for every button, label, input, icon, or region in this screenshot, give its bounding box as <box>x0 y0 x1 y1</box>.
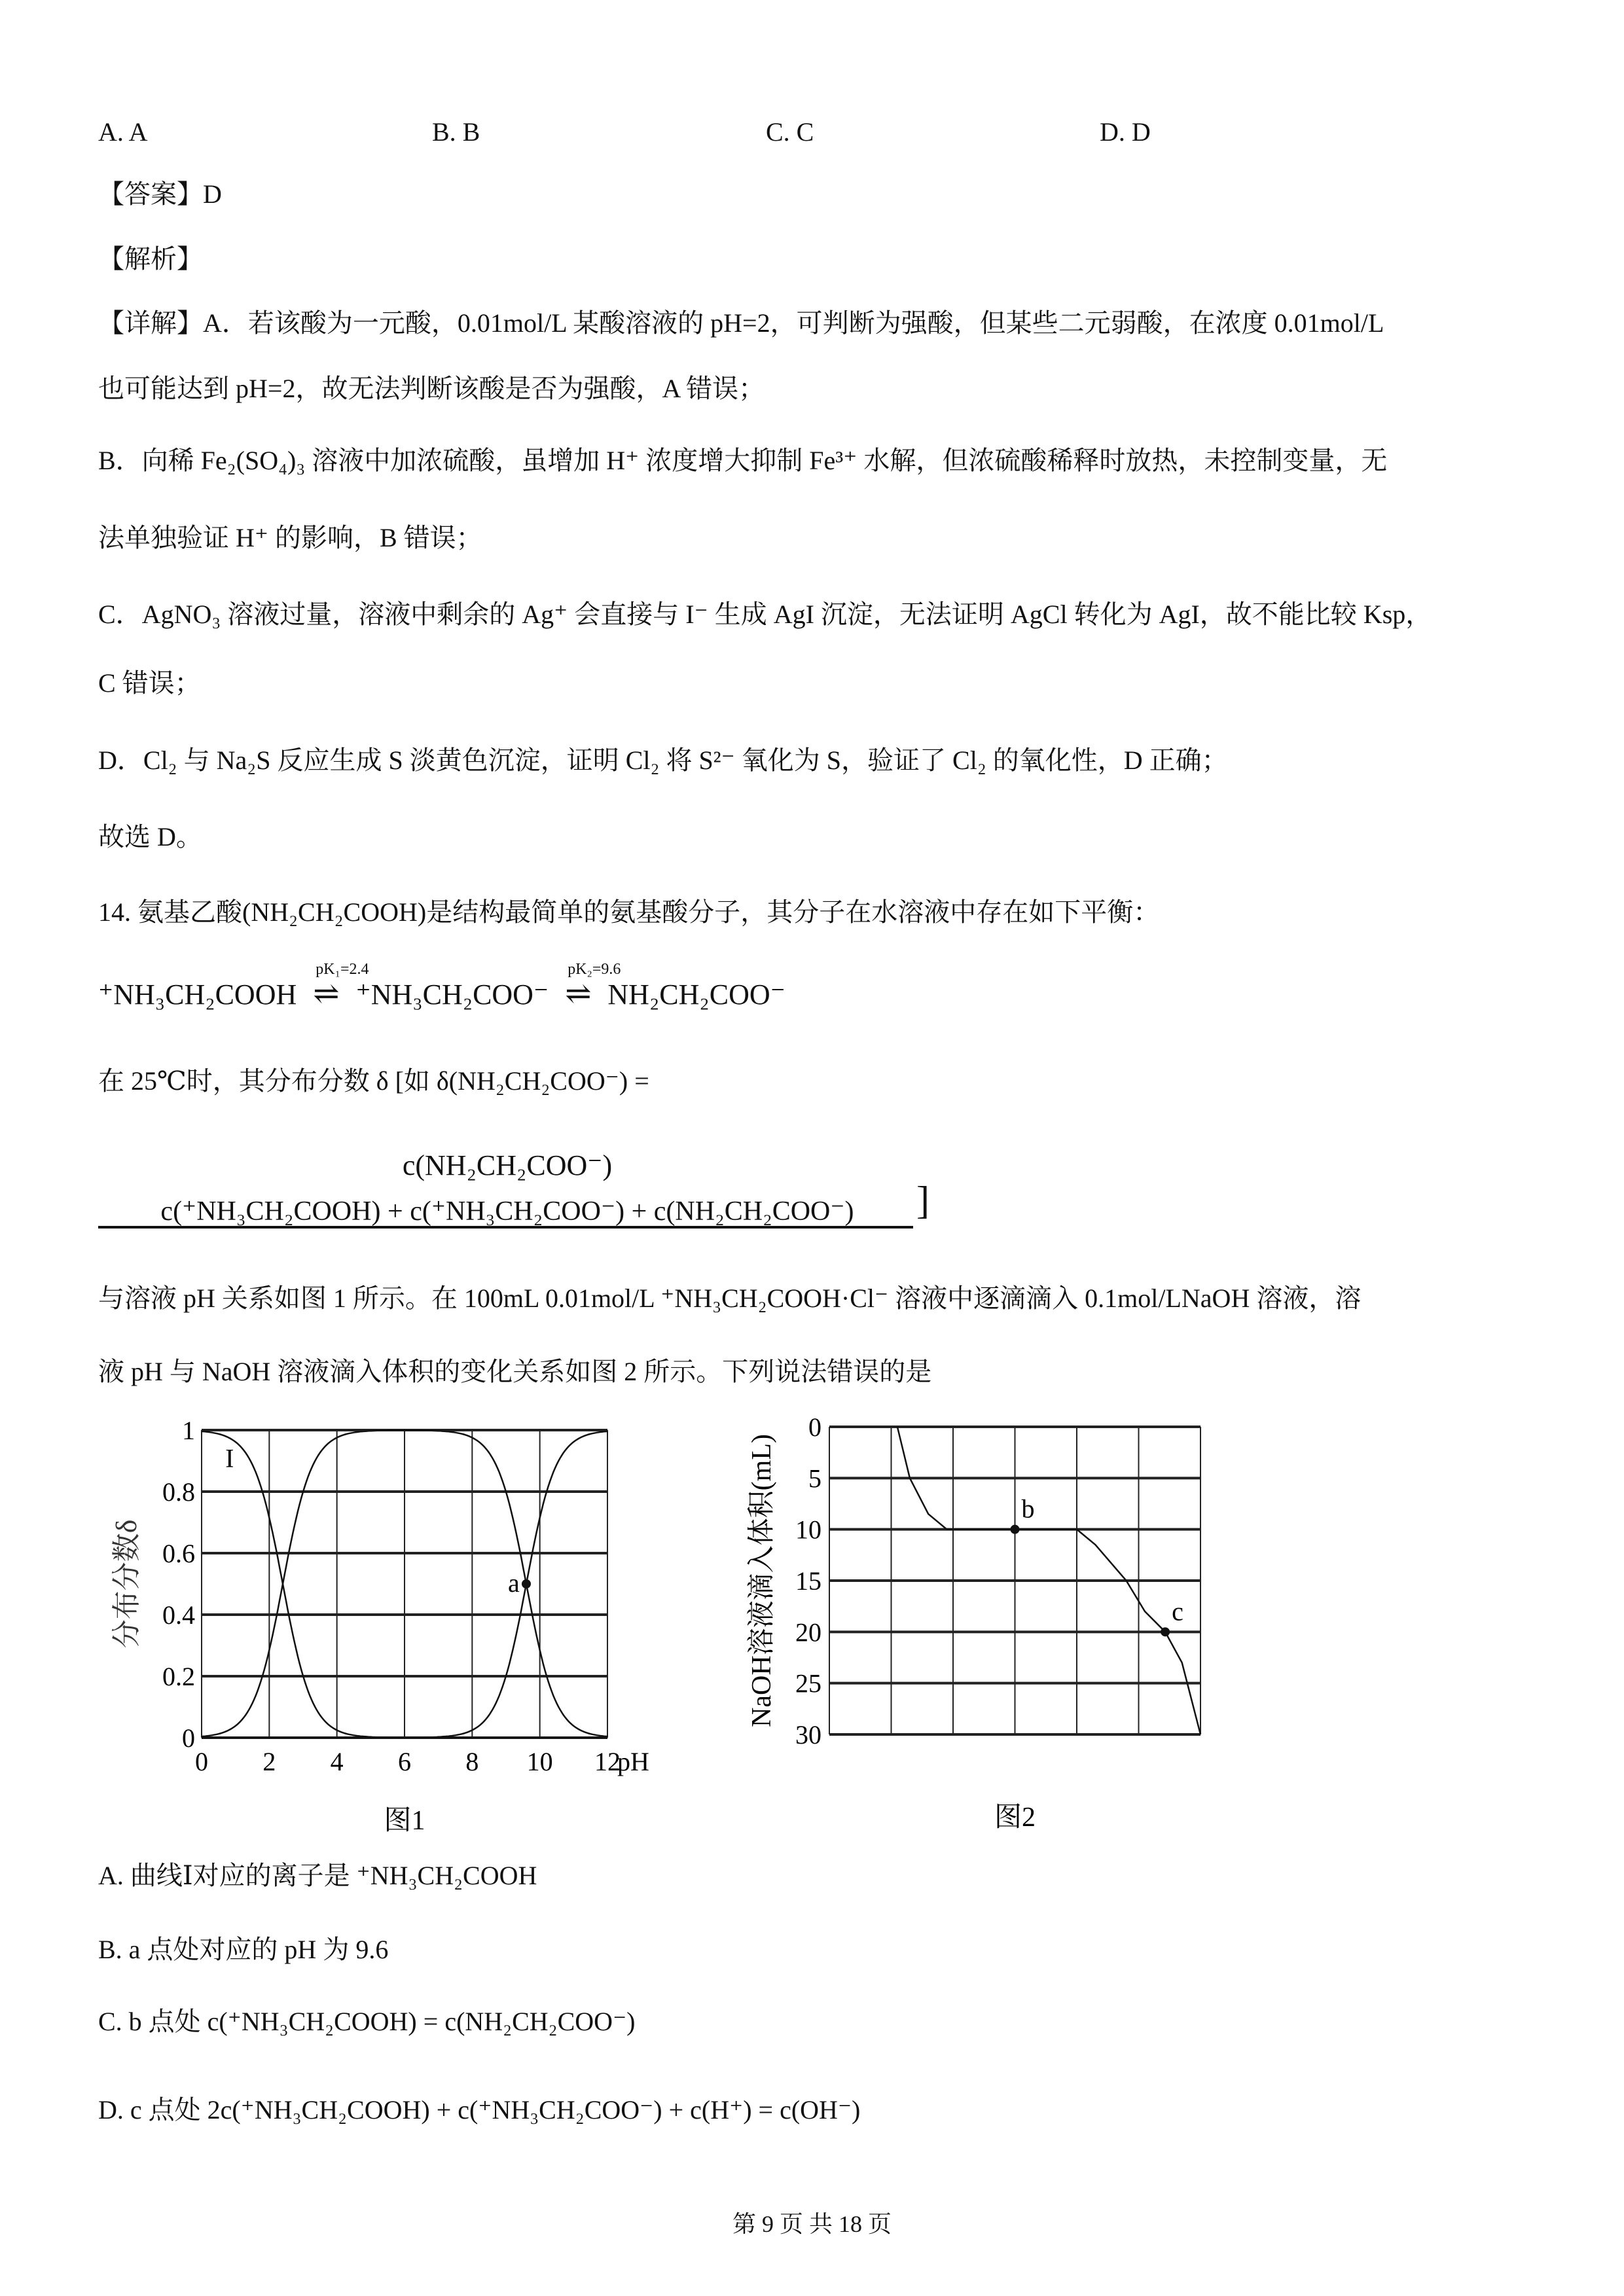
detail-line: 法单独验证 H⁺ 的影响，B 错误； <box>98 523 482 552</box>
option-a: A. 曲线Ⅰ对应的离子是 ⁺NH₃CH₂COOH <box>98 1861 537 1890</box>
x-axis-label: pH <box>617 1747 649 1776</box>
curve-label-I: I <box>225 1443 234 1473</box>
x-tick-label: 2 <box>262 1747 276 1776</box>
detail-line: C．AgNO₃ 溶液过量，溶液中剩余的 Ag⁺ 会直接与 I⁻ 生成 AgI 沉淀，无法证明 AgCl 转化为 AgI，故不能比较 Ksp， <box>98 600 1432 629</box>
pk1-label: pK₁=2.4 <box>316 961 369 978</box>
x-tick-label: 0 <box>195 1747 208 1776</box>
prev-option-d: D. D <box>1100 117 1151 147</box>
species: ⁺NH₃CH₂COOH <box>98 978 297 1011</box>
y-tick-label: 25 <box>795 1668 821 1698</box>
prev-option-a: A. A <box>98 117 148 147</box>
detail-line: 也可能达到 pH=2，故无法判断该酸是否为强酸，A 错误； <box>98 374 765 403</box>
point-b <box>1011 1525 1020 1534</box>
y-tick-label: 20 <box>795 1617 821 1647</box>
y-tick-label: 15 <box>795 1566 821 1596</box>
fraction-denominator: c(⁺NH₃CH₂COOH) + c(⁺NH₃CH₂COO⁻) + c(NH₂CH₂COO⁻) <box>160 1196 854 1227</box>
point-a-label: a <box>508 1568 520 1598</box>
option-d: D. c 点处 2c(⁺NH₃CH₂COOH) + c(⁺NH₃CH₂COO⁻) + c(H⁺) = c(OH⁻) <box>98 2095 861 2125</box>
figure-1-caption: 图1 <box>384 1806 425 1836</box>
prev-option-c: C. C <box>766 117 814 147</box>
detail-line: B．向稀 Fe₂(SO₄)₃ 溶液中加浓硫酸，虽增加 H⁺ 浓度增大抑制 Fe³⁺ 水解，但浓硫酸稀释时放热，未控制变量，无 <box>98 446 1388 475</box>
fraction-numerator: c(NH₂CH₂COO⁻) <box>402 1149 613 1181</box>
closing-bracket: ] <box>916 1179 929 1222</box>
x-tick-label: 4 <box>330 1747 344 1776</box>
question-stem: 在 25℃时，其分布分数 δ [如 δ(NH₂CH₂COO⁻) = <box>98 1066 649 1096</box>
figure-2-caption: 图2 <box>994 1803 1036 1833</box>
answer: 【答案】D <box>98 179 222 209</box>
detail-line: 故选 D。 <box>98 822 202 852</box>
species: ⁺NH₃CH₂COO⁻ <box>355 978 549 1011</box>
question-stem: 液 pH 与 NaOH 溶液滴入体积的变化关系如图 2 所示。下列说法错误的是 <box>98 1357 932 1386</box>
detail-line: D．Cl₂ 与 Na₂S 反应生成 S 淡黄色沉淀，证明 Cl₂ 将 S²⁻ 氧化为 S，验证了 Cl₂ 的氧化性，D 正确； <box>98 745 1228 775</box>
option-c: C. b 点处 c(⁺NH₃CH₂COOH) = c(NH₂CH₂COO⁻) <box>98 2007 636 2036</box>
y-tick-label: 10 <box>795 1515 821 1545</box>
point-a <box>522 1579 531 1588</box>
species: NH₂CH₂COO⁻ <box>607 978 785 1011</box>
x-tick-label: 6 <box>398 1747 411 1776</box>
y-tick-label: 30 <box>795 1720 821 1749</box>
option-b: B. a 点处对应的 pH 为 9.6 <box>98 1935 389 1964</box>
y-tick-label: 0.4 <box>162 1600 195 1630</box>
x-tick-label: 12 <box>594 1747 621 1776</box>
figure-1-chart <box>92 1407 707 1839</box>
y-tick-label: 0 <box>808 1412 821 1442</box>
prev-option-b: B. B <box>432 117 480 147</box>
question-stem: 与溶液 pH 关系如图 1 所示。在 100mL 0.01mol/L ⁺NH₃CH₂COOH·Cl⁻ 溶液中逐滴滴入 0.1mol/LNaOH 溶液，溶 <box>98 1283 1362 1313</box>
point-c <box>1161 1627 1170 1636</box>
x-tick-label: 8 <box>465 1747 479 1776</box>
y-axis-label: 分布分数δ <box>111 1519 143 1649</box>
equilibrium-arrow: pK₁=2.4 ⇌ <box>313 961 369 1011</box>
y-tick-label: 5 <box>808 1463 821 1494</box>
y-tick-label: 0 <box>182 1723 195 1753</box>
y-tick-label: 0.6 <box>162 1539 195 1568</box>
detail-line: C 错误； <box>98 668 201 698</box>
y-tick-label: 1 <box>182 1416 195 1445</box>
page-footer: 第 9 页 共 18 页 <box>732 2211 892 2237</box>
detail-line: 【详解】A．若该酸为一元酸，0.01mol/L 某酸溶液的 pH=2，可判断为强酸，但某些二元弱酸，在浓度 0.01mol/L <box>98 308 1384 338</box>
y-axis-label: NaOH溶液滴入体积(mL) <box>747 1434 777 1727</box>
y-tick-label: 0.2 <box>162 1662 195 1691</box>
equilibrium-equation <box>98 961 785 1012</box>
figure-2-chart <box>694 1407 1231 1839</box>
point-c-label: c <box>1172 1596 1183 1626</box>
equilibrium-arrow: pK₂=9.6 ⇌ <box>565 961 621 1011</box>
question-stem: 14. 氨基乙酸(NH₂CH₂COOH)是结构最简单的氨基酸分子，其分子在水溶液中存在如下平衡： <box>98 897 1160 927</box>
analysis-label: 【解析】 <box>98 244 203 274</box>
pk2-label: pK₂=9.6 <box>568 961 621 978</box>
point-b-label: b <box>1021 1494 1035 1524</box>
x-tick-label: 10 <box>526 1747 553 1776</box>
y-tick-label: 0.8 <box>162 1477 195 1507</box>
